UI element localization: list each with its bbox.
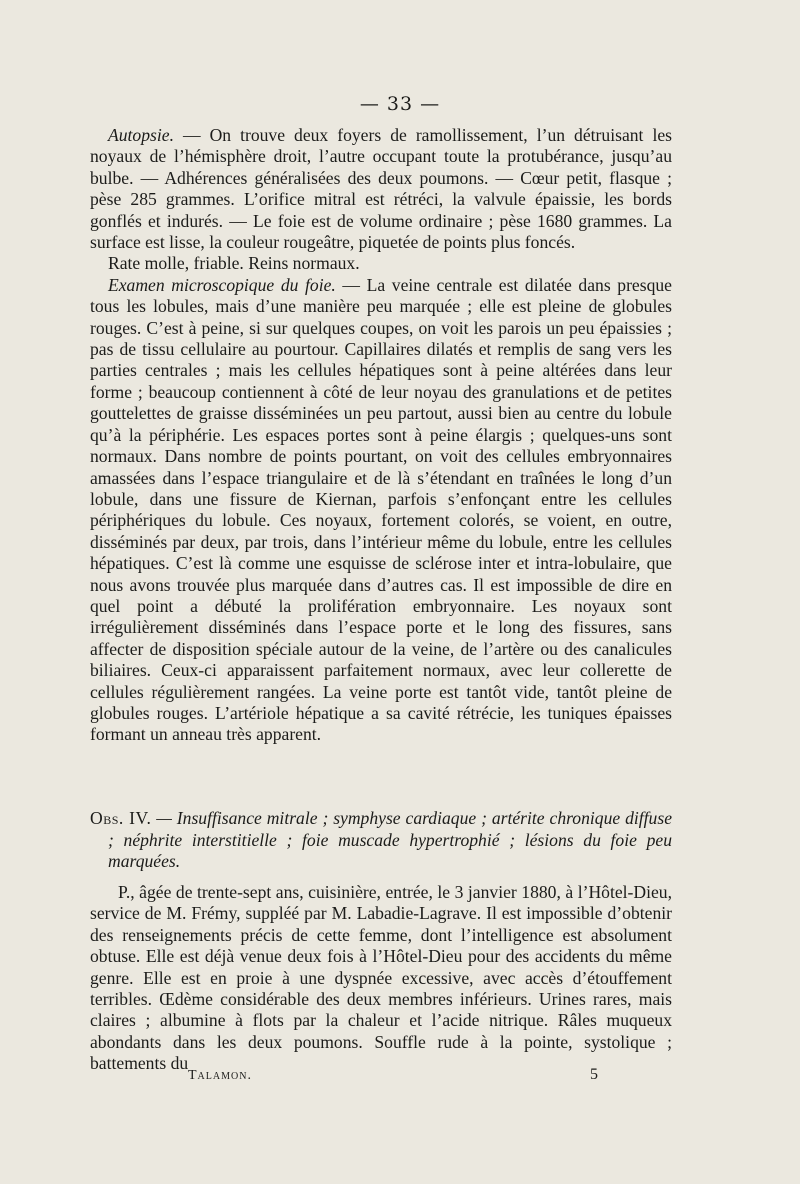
observation-heading <box>90 808 672 873</box>
spleen-kidney-paragraph: Rate molle, friable. Reins normaux. <box>108 253 360 274</box>
autopsy-label: Autopsie. <box>108 125 174 145</box>
case-section <box>90 882 672 1075</box>
page-number: — 33 — <box>359 93 441 115</box>
observation-title: — Insuffisance mitrale ; symphyse cardiaque ; artérite chronique diffuse ; néphrite interstitielle ; foie muscade hypertrophié ; lésions du foie peu marquées. <box>108 808 672 872</box>
case-paragraph: P., âgée de trente-sept ans, cuisinière, entrée, le 3 janvier 1880, à l’Hôtel-Dieu, service de M. Frémy, suppléé par M. Labadie-Lagrave. Il est impossible d’obtenir des renseignements précis de cette femme, dont l’intelligence est absolument obtuse. Elle est déjà venue deux fois à l’Hôtel-Dieu pour des accidents du même genre. Elle est en proie à une dyspnée excessive, avec accès d’étouffement terribles. Œdème considérable des deux membres inférieurs. Urines rares, mais claires ; albumine à flots par la chaleur et l’acide nitrique. Râles muqueux abondants dans les deux poumons. Souffle rude à la pointe, systolique ; battements du <box>90 882 672 1074</box>
footer-signature: Talamon. <box>188 1068 252 1083</box>
microscopic-paragraph <box>90 275 672 746</box>
sheet-number: 5 <box>590 1066 598 1083</box>
autopsy-text: — On trouve deux foyers de ramollissement, l’un détruisant les noyaux de l’hémisphère droit, l’autre occupant toute la protubérance, jusqu’au bulbe. — Adhérences généralisées des deux poumons. — Cœur petit, flasque ; pèse 285 grammes. L’orifice mitral est rétréci, la valvule épaissie, les bords gonflés et indurés. — Le foie est de volume ordinaire ; pèse 1680 grammes. La surface est lisse, la couleur rougeâtre, piquetée de points plus foncés. <box>90 125 672 253</box>
observation-label: Obs. IV. <box>90 808 152 828</box>
microscopic-text: — La veine centrale est dilatée dans presque tous les lobules, mais d’une manière peu marquée ; elle est pleine de globules rouges. C’est à peine, si sur quelques coupes, on voit les parois un peu épaissies ; pas de tissu cellulaire au pourtour. Capillaires dilatés et remplis de sang vers les parties centrales ; mais les cellules hépatiques sont à peine altérées dans leur forme ; beaucoup contiennent à côté de leur noyau des granulations et de petites gouttelettes de graisse disséminées un peu partout, aussi bien au centre du lobule qu’à la périphérie. Les espaces portes sont à peine élargis ; quelques-uns sont normaux. Dans nombre de points pourtant, on voit des cellules embryonnaires amassées dans l’espace triangulaire et de là s’étendant en traînées le long d’un lobule, dans une fissure de Kiernan, parfois s’enfonçant entre les cellules périphériques du lobule. Ces noyaux, fortement colorés, se voient, en outre, disséminés par deux, par trois, dans l’intérieur même du lobule, entre les cellules hépatiques. C’est là comme une esquisse de sclérose inter et intra-lobulaire, que nous avons trouvée plus marquée dans d’autres cas. Il est impossible de dire en quel point a débuté la prolifération embryonnaire. Les noyaux sont irrégulièrement disséminés dans l’espace porte et le long des fissures, sans affecter de disposition spéciale autour de la veine, de l’artère ou des canalicules biliaires. Ceux-ci apparaissent parfaitement normaux, avec leur collerette de cellules régulièrement rangées. La veine porte est tantôt vide, tantôt pleine de globules rouges. L’artériole hépatique a sa cavité rétrécie, les tuniques épaisses formant un anneau très apparent. <box>90 274 672 745</box>
microscopic-label: Examen microscopique du foie. <box>108 274 336 295</box>
autopsy-paragraph <box>90 125 672 253</box>
autopsy-section <box>90 125 672 746</box>
